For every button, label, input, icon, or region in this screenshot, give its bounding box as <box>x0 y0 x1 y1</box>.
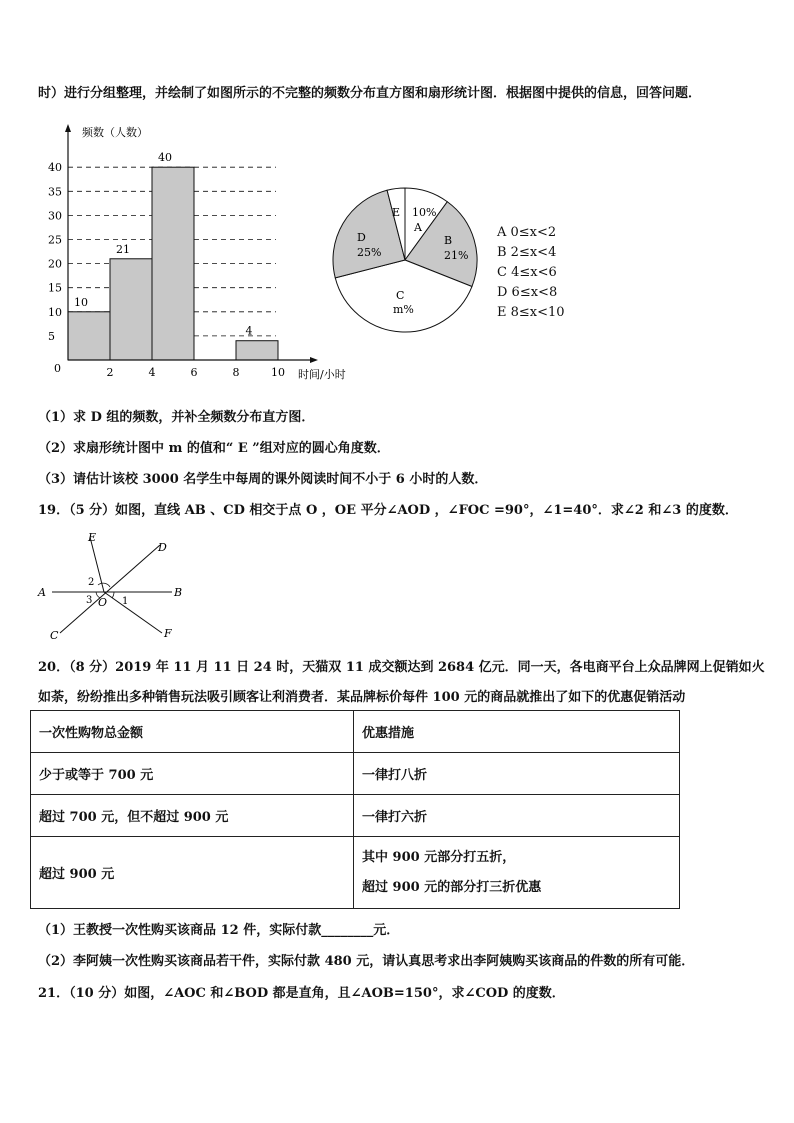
angle-label-1: 1 <box>122 596 129 607</box>
point-label-c: C <box>50 629 59 642</box>
x-tick-label: 4 <box>148 366 156 379</box>
pie-label-d-pct: 25% <box>357 246 382 259</box>
pie-chart <box>330 185 480 335</box>
table-cell-line: 其中 900 元部分打五折， <box>362 849 516 865</box>
legend-item-b: B 2≤x<4 <box>497 245 557 260</box>
table-cell: 一律打八折 <box>354 753 680 795</box>
bar-value-label: 40 <box>158 151 172 165</box>
x-axis-arrow <box>310 357 318 363</box>
histogram-bar <box>68 312 110 360</box>
bar-value-label: 4 <box>245 324 253 338</box>
q18-part3: （3）请估计该校 3000 名学生中每周的课外阅读时间不小于 6 小时的人数． <box>38 472 488 487</box>
legend-item-e: E 8≤x<10 <box>497 305 565 320</box>
q20-part2: （2）李阿姨一次性购买该商品若干件，实际付款 480 元，请认真思考求出李阿姨购买该商品的件数的所有可能． <box>38 954 695 969</box>
q18-part1: （1）求 D 组的频数，并补全频数分布直方图． <box>38 410 315 425</box>
y-tick-label: 5 <box>48 329 55 343</box>
q21-text: 21．（10 分）如图，∠AOC 和∠BOD 都是直角，且∠AOB=150°，求∠COD 的度数． <box>38 986 565 1001</box>
x-tick-labels <box>107 366 286 379</box>
line-cd <box>60 545 160 633</box>
legend-item-d: D 6≤x<8 <box>497 285 558 300</box>
table-row <box>31 795 680 837</box>
ray-of <box>104 592 162 633</box>
q20-part1: （1）王教授一次性购买该商品 12 件，实际付款________元． <box>38 923 400 938</box>
table-header-row <box>31 711 680 753</box>
origin-label: 0 <box>54 362 61 375</box>
angle-label-2: 2 <box>88 577 95 588</box>
pie-label-c: C <box>396 289 405 302</box>
bar-value-label: 10 <box>74 295 88 309</box>
table-cell: 少于或等于 700 元 <box>31 753 354 795</box>
q18-part2: （2）求扇形统计图中 m 的值和“ E ”组对应的圆心角度数． <box>38 441 390 456</box>
y-tick-label: 40 <box>48 161 62 175</box>
angle-arc-2 <box>98 583 110 587</box>
pie-label-e: E <box>392 206 401 219</box>
pie-label-b: B <box>444 234 453 247</box>
angle-label-3: 3 <box>86 595 93 606</box>
q19-text: 19．（5 分）如图，直线 AB 、CD 相交于点 O ，OE 平分∠AOD ，∠FOC =90°，∠1=40°．求∠2 和∠3 的度数． <box>38 503 738 518</box>
x-tick-label: 6 <box>190 366 198 379</box>
point-label-f: F <box>164 627 172 640</box>
q20-line2: 如荼，纷纷推出多种销售玩法吸引顾客让利消费者．某品牌标价每件 100 元的商品就推出了如下的优惠促销活动 <box>38 690 686 705</box>
pie-label-a: A <box>414 221 422 234</box>
promotion-table <box>30 710 680 909</box>
point-label-e: E <box>88 531 97 544</box>
table-header-cell: 优惠措施 <box>354 711 680 753</box>
table-cell-multiline <box>354 837 680 909</box>
pie-label-d: D <box>357 231 366 244</box>
point-label-b: B <box>174 586 183 599</box>
table-row <box>31 753 680 795</box>
histogram-bar <box>152 167 194 360</box>
x-tick-label: 2 <box>106 366 114 379</box>
pie-label-c-pct: m% <box>393 303 414 316</box>
table-cell: 超过 900 元 <box>31 837 354 909</box>
histogram-bar <box>110 259 152 360</box>
y-tick-label: 10 <box>48 305 62 319</box>
point-label-d: D <box>158 541 167 554</box>
legend-item-c: C 4≤x<6 <box>497 265 557 280</box>
q20-line1: 20．（8 分）2019 年 11 月 11 日 24 时，天猫双 11 成交额达到 2684 亿元．同一天，各电商平台上众品牌网上促销如火 <box>38 660 765 675</box>
table-row <box>31 837 680 909</box>
x-axis-label: 时间/小时 <box>298 368 346 381</box>
bar-value-label: 21 <box>116 242 130 256</box>
x-tick-label: 10 <box>271 366 285 379</box>
y-tick-label: 20 <box>48 257 62 271</box>
intersecting-lines-figure <box>32 525 192 645</box>
point-label-a: A <box>38 586 46 599</box>
y-tick-label: 35 <box>48 185 62 199</box>
histogram-bar <box>236 341 278 360</box>
pie-label-b-pct: 21% <box>444 249 469 262</box>
angle-arc-1 <box>112 592 114 598</box>
y-tick-labels <box>48 161 62 343</box>
intro-text: 时）进行分组整理，并绘制了如图所示的不完整的频数分布直方图和扇形统计图．根据图中提供的信息，回答问题． <box>38 86 702 101</box>
y-axis-label: 频数（人数） <box>82 126 148 139</box>
y-axis-arrow <box>65 124 71 132</box>
y-tick-label: 25 <box>48 233 62 247</box>
frequency-histogram <box>40 118 346 388</box>
point-label-o: O <box>98 596 108 609</box>
pie-label-a-pct: 10% <box>412 206 437 219</box>
table-header-cell: 一次性购物总金额 <box>31 711 354 753</box>
pie-legend <box>497 223 565 323</box>
legend-item-a: A 0≤x<2 <box>497 225 557 240</box>
x-tick-label: 8 <box>232 366 240 379</box>
y-tick-label: 15 <box>48 281 62 295</box>
table-cell: 超过 700 元，但不超过 900 元 <box>31 795 354 837</box>
y-tick-label: 30 <box>48 209 62 223</box>
table-cell-line: 超过 900 元的部分打三折优惠 <box>362 879 542 895</box>
table-cell: 一律打六折 <box>354 795 680 837</box>
